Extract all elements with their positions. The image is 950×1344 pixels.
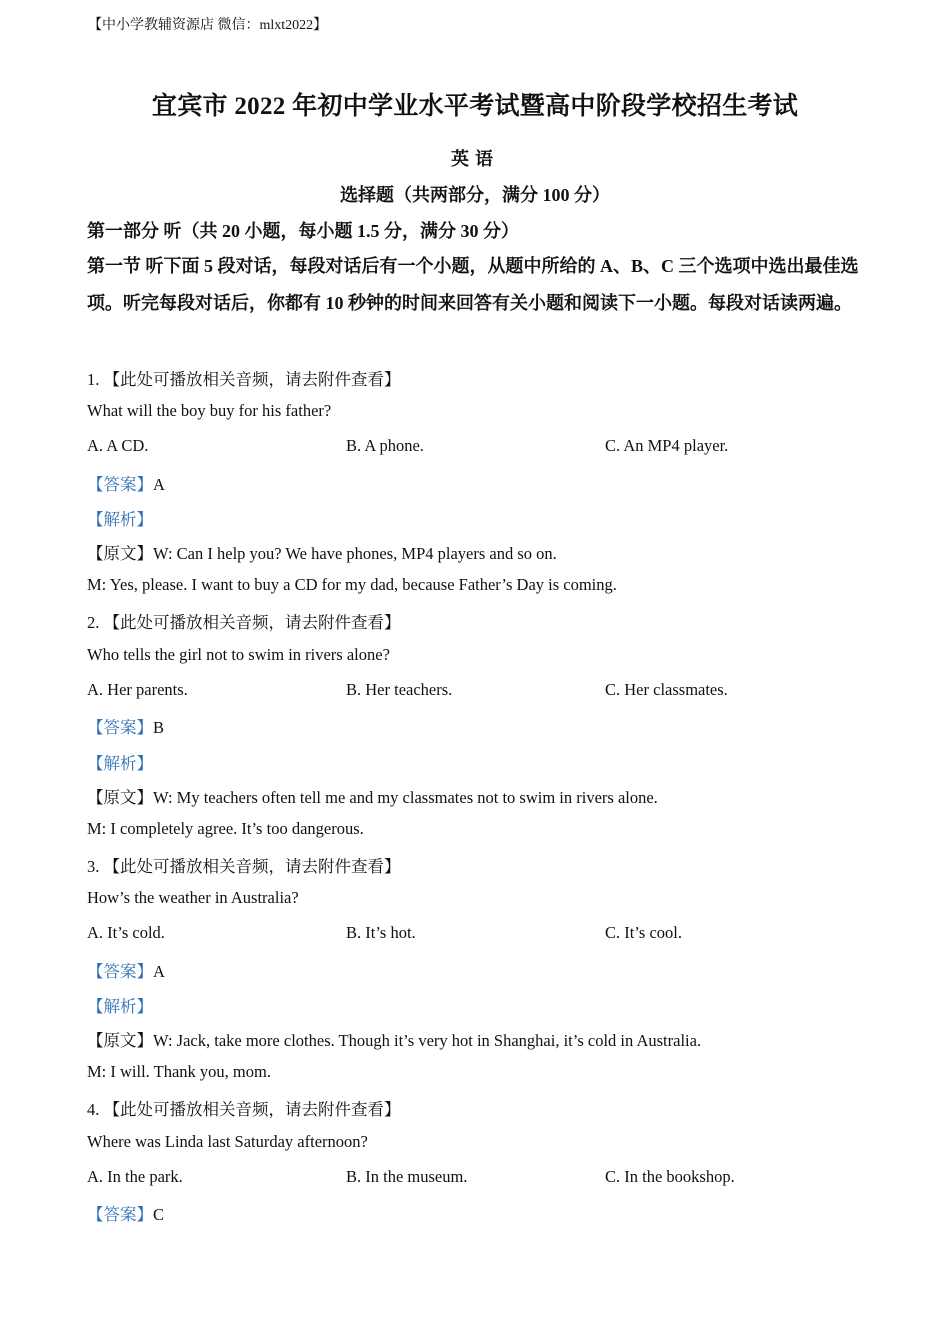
answer-label: 【答案】 — [87, 962, 153, 981]
answer-line — [87, 1201, 164, 1225]
original-m: M: Yes, please. I want to buy a CD for my dad, because Father’s Day is coming. — [87, 575, 617, 594]
question-text: Who tells the girl not to swim in rivers alone? — [87, 645, 390, 664]
original-m: M: I will. Thank you, mom. — [87, 1062, 271, 1081]
answer-value: B — [153, 718, 165, 737]
original-label: 【原文】 — [87, 788, 153, 807]
header-note: 【中小学教辅资源店 微信：mlxt2022】 — [88, 18, 328, 33]
option-b: B. It’s hot. — [346, 923, 416, 942]
analysis-label: 【解析】 — [87, 754, 153, 773]
answer-line — [87, 958, 165, 982]
question-header — [87, 853, 401, 877]
option-a: A. In the park. — [87, 1167, 183, 1186]
answer-label: 【答案】 — [87, 718, 153, 737]
option-a: A. It’s cold. — [87, 923, 165, 942]
option-c: C. An MP4 player. — [605, 436, 729, 455]
audio-link[interactable]: 【此处可播放相关音频，请去附件查看】 — [103, 370, 401, 389]
part-heading: 第一部分 听（共 20 小题，每小题 1.5 分，满分 30 分） — [87, 221, 519, 241]
question-number: 3. — [87, 857, 100, 876]
question-header — [87, 1096, 401, 1120]
original-text: W: Can I help you? We have phones, MP4 players and so on. — [153, 544, 557, 563]
section-instructions: 第一节 听下面 5 段对话，每段对话后有一个小题，从题中所给的 A、B、C 三个选项中选出最佳选项。听完每段对话后，你都有 10 秒钟的时间来回答有关小题和阅读下一小题。每段对话读两遍。 — [87, 256, 859, 313]
original-w — [87, 784, 658, 808]
original-w — [87, 540, 557, 564]
question-text: What will the boy buy for his father? — [87, 401, 332, 420]
question-header — [87, 609, 401, 633]
option-a: A. Her parents. — [87, 680, 188, 699]
option-c: C. It’s cool. — [605, 923, 682, 942]
choice-section-title: 选择题（共两部分，满分 100 分） — [340, 185, 610, 205]
option-b: B. Her teachers. — [346, 680, 453, 699]
answer-label: 【答案】 — [87, 1205, 153, 1224]
original-m: M: I completely agree. It’s too dangerous. — [87, 819, 364, 838]
analysis-label: 【解析】 — [87, 510, 153, 529]
question-text: How’s the weather in Australia? — [87, 888, 299, 907]
option-c: C. In the bookshop. — [605, 1167, 735, 1186]
page-title: 宜宾市 2022 年初中学业水平考试暨高中阶段学校招生考试 — [151, 93, 799, 120]
question-text: Where was Linda last Saturday afternoon? — [87, 1132, 368, 1151]
audio-link[interactable]: 【此处可播放相关音频，请去附件查看】 — [103, 613, 401, 632]
original-w — [87, 1027, 701, 1051]
analysis-label: 【解析】 — [87, 997, 153, 1016]
original-text: W: My teachers often tell me and my classmates not to swim in rivers alone. — [153, 788, 658, 807]
option-b: B. In the museum. — [346, 1167, 468, 1186]
answer-line — [87, 714, 164, 738]
answer-value: A — [153, 475, 165, 494]
option-a: A. A CD. — [87, 436, 149, 455]
subject-title: 英语 — [451, 149, 499, 169]
answer-line — [87, 471, 165, 495]
original-text: W: Jack, take more clothes. Though it’s very hot in Shanghai, it’s cold in Australia. — [153, 1031, 702, 1050]
question-number: 4. — [87, 1100, 100, 1119]
question-header — [87, 366, 401, 390]
audio-link[interactable]: 【此处可播放相关音频，请去附件查看】 — [103, 1100, 401, 1119]
answer-value: A — [153, 962, 165, 981]
question-number: 1. — [87, 370, 100, 389]
original-label: 【原文】 — [87, 544, 153, 563]
answer-value: C — [153, 1205, 165, 1224]
answer-label: 【答案】 — [87, 475, 153, 494]
option-c: C. Her classmates. — [605, 680, 728, 699]
question-number: 2. — [87, 613, 100, 632]
original-label: 【原文】 — [87, 1031, 153, 1050]
option-b: B. A phone. — [346, 436, 424, 455]
audio-link[interactable]: 【此处可播放相关音频，请去附件查看】 — [103, 857, 401, 876]
